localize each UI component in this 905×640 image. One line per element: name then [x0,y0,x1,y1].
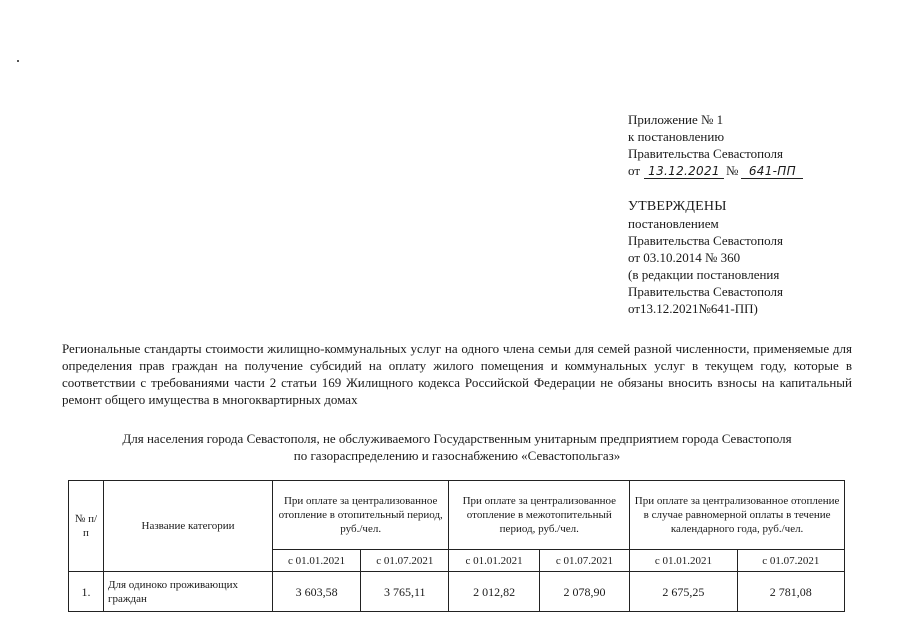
row-value: 2 675,25 [630,572,737,612]
handwritten-date: 13.12.2021 [644,165,724,179]
approved-date-line [628,300,893,317]
handwritten-number: 641-ПП [741,165,803,179]
approved-line: Правительства Севастополя [628,233,783,248]
handwritten-number: 641-ПП [710,301,754,316]
header-period: с 01.07.2021 [361,550,449,572]
table-subtitle [62,430,852,464]
row-value: 3 765,11 [361,572,449,612]
table-header-row [69,481,845,550]
row-num: 1. [69,572,104,612]
row-category: Для одиноко проживающих граждан [104,572,273,612]
row-value: 3 603,58 [273,572,361,612]
number-prefix: № [726,163,739,178]
closing-paren: ) [753,301,758,316]
approved-line: от 03.10.2014 № 360 [628,250,741,265]
appendix-line: Правительства Севастополя [628,146,783,161]
header-period: с 01.07.2021 [539,550,629,572]
header-period: с 01.01.2021 [273,550,361,572]
handwritten-date: 13.12.2021 [640,301,699,316]
header-period: с 01.07.2021 [737,550,844,572]
subtitle-line: по газораспределению и газоснабжению «Севастопольгаз» [293,448,621,463]
approved-line: Правительства Севастополя [628,284,783,299]
scan-speck [17,60,19,62]
row-value: 2 078,90 [539,572,629,612]
header-num: № п/п [69,481,104,572]
date-prefix: от [628,301,641,316]
header-uniform-payment: При оплате за централизованное отопление в случае равномерной оплаты в течение календарного года, руб./чел. [630,481,845,550]
header-period: с 01.01.2021 [449,550,539,572]
header-period: с 01.01.2021 [630,550,737,572]
row-value: 2 781,08 [737,572,844,612]
date-prefix: от [628,163,641,178]
tariff-table [68,480,845,612]
row-value: 2 012,82 [449,572,539,612]
number-prefix: № [698,301,711,316]
approved-line: постановлением [628,216,719,231]
approved-line: (в редакции постановления [628,267,780,282]
subtitle-line: Для населения города Севастополя, не обслуживаемого Государственным унитарным предприятием города Севастополя [122,431,792,446]
table-row [69,572,845,612]
appendix-line: к постановлению [628,129,725,144]
header-heating-period: При оплате за централизованное отопление в отопительный период, руб./чел. [273,481,449,550]
approved-block [628,198,893,317]
appendix-date-line [628,162,893,179]
approved-title: УТВЕРЖДЕНЫ [628,199,727,214]
appendix-title: Приложение № 1 [628,112,724,127]
appendix-block [628,111,893,179]
intro-paragraph: Региональные стандарты стоимости жилищно-коммунальных услуг на одного члена семьи для семей разной численности, применяемые для определения прав граждан на получение субсидий на оплату жилого помещения и коммунальных услуг в текущем году, которые в соответствии с требованиями части 2 статьи 169 Жилищного кодекса Российской Федерации не обязаны вносить взносы на капитальный ремонт общего имущества в многоквартирных домах [62,341,852,407]
header-off-heating-period: При оплате за централизованное отопление в межотопительный период, руб./чел. [449,481,630,550]
header-name: Название категории [104,481,273,572]
